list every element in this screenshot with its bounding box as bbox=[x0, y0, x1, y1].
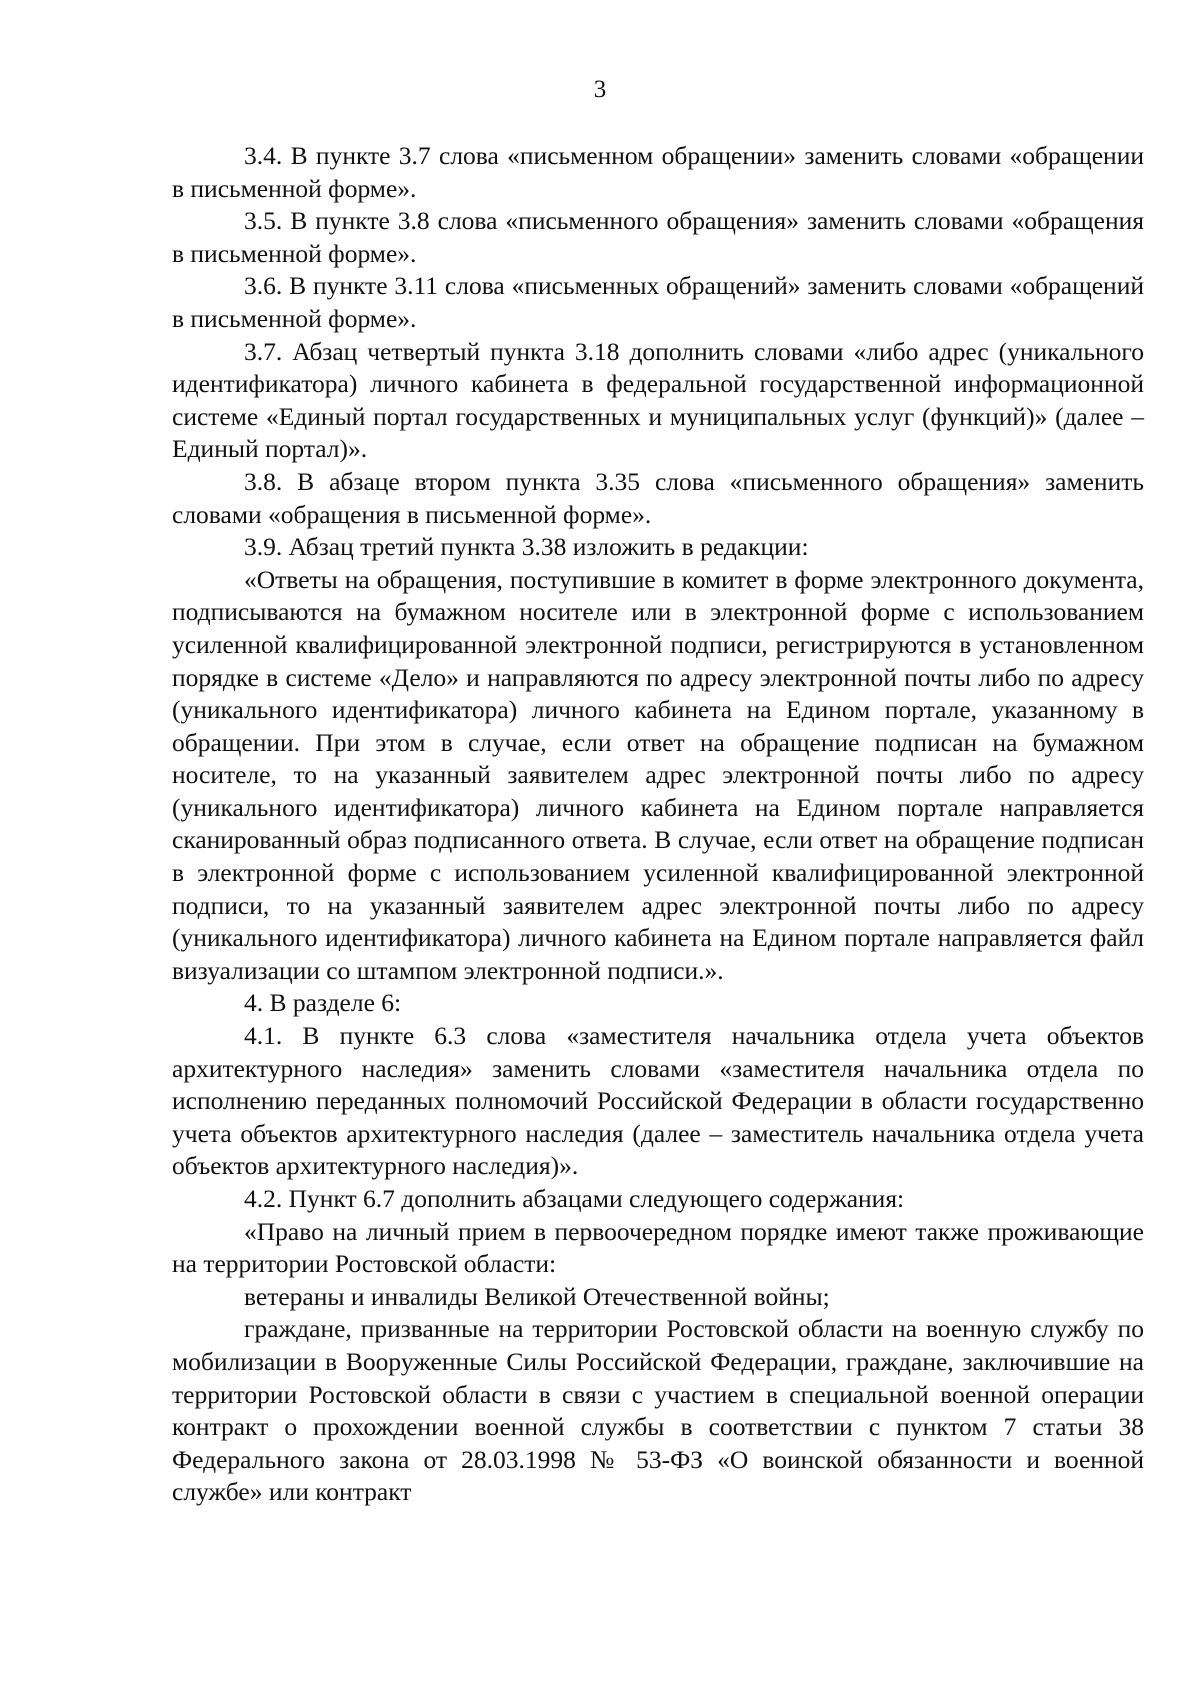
paragraph-veterans: ветераны и инвалиды Великой Отечественной войны; bbox=[244, 1281, 830, 1311]
paragraph-4-1: 4.1. В пункте 6.3 слова «заместителя начальника отдела учета объектов архитектурного наследия» заменить словами «заместителя начальника отдела по исполнению переданных полномочий Российской Федерации в области государственно учета объектов архитектурного наследия (далее – заместитель начальника отдела учета объектов архитектурного наследия)». bbox=[172, 1021, 1144, 1181]
paragraph-3-8: 3.8. В абзаце втором пункта 3.35 слова «письменного обращения» заменить словами «обращения в письменной форме». bbox=[172, 466, 1144, 529]
paragraph-3-6: 3.6. В пункте 3.11 слова «письменных обращений» заменить словами «обращений в письменной форме». bbox=[172, 271, 1144, 333]
paragraph-mobilized-citizens: граждане, призванные на территории Ростовской области на военную службу по мобилизации в Вооруженные Силы Российской Федерации, граждане, заключившие на территории Ростовской области в связи с участием в специальной военной операции контракт о прохождении военной службы в соответствии с пунктом 7 статьи 38 Федерального закона от 28.03.1998 № 53-ФЗ «О воинской обязанности и военной службе» или контракт bbox=[172, 1314, 1144, 1507]
document-body bbox=[172, 140, 1144, 1509]
paragraph-4-2: 4.2. Пункт 6.7 дополнить абзацами следующего содержания: bbox=[244, 1184, 905, 1213]
paragraph-3-9: 3.9. Абзац третий пункта 3.38 изложить в редакции: bbox=[244, 532, 809, 562]
paragraph-3-5: 3.5. В пункте 3.8 слова «письменного обращения» заменить словами «обращения в письменной форме». bbox=[172, 206, 1144, 268]
paragraph-3-7: 3.7. Абзац четвертый пункта 3.18 дополнить словами «либо адрес (уникального идентификатора) личного кабинета в федеральной государственной информационной системе «Единый портал государственных и муниципальных услуг (функций)» (далее – Единый портал)». bbox=[172, 336, 1144, 464]
paragraph-quoted-answers: «Ответы на обращения, поступившие в комитет в форме электронного документа, подписываются на бумажном носителе или в электронной форме с использованием усиленной квалифицированной электронной подписи, регистрируются в установленном порядке в системе «Дело» и направляются по адресу электронной почты либо по адресу (уникального идентификатора) личного кабинета на Едином портале, указанному в обращении. При этом в случае, если ответ на обращение подписан на бумажном носителе, то на указанный заявителем адрес электронной почты либо по адресу (уникального идентификатора) личного кабинета на Едином портале направляется сканированный образ подписанного ответа. В случае, если ответ на обращение подписан в электронной форме с использованием усиленной квалифицированной электронной подписи, то на указанный заявителем адрес электронной почты либо по адресу (уникального идентификатора) личного кабинета на Едином портале направляется файл визуализации со штампом электронной подписи.». bbox=[172, 564, 1144, 985]
paragraph-3-4: 3.4. В пункте 3.7 слова «письменном обращении» заменить словами «обращении в письменной форме». bbox=[172, 141, 1144, 203]
paragraph-priority-reception: «Право на личный прием в первоочередном порядке имеют также проживающие на территории Ростовской области: bbox=[172, 1216, 1144, 1279]
page-number: 3 bbox=[593, 76, 607, 103]
paragraph-4: 4. В разделе 6: bbox=[244, 988, 402, 1018]
